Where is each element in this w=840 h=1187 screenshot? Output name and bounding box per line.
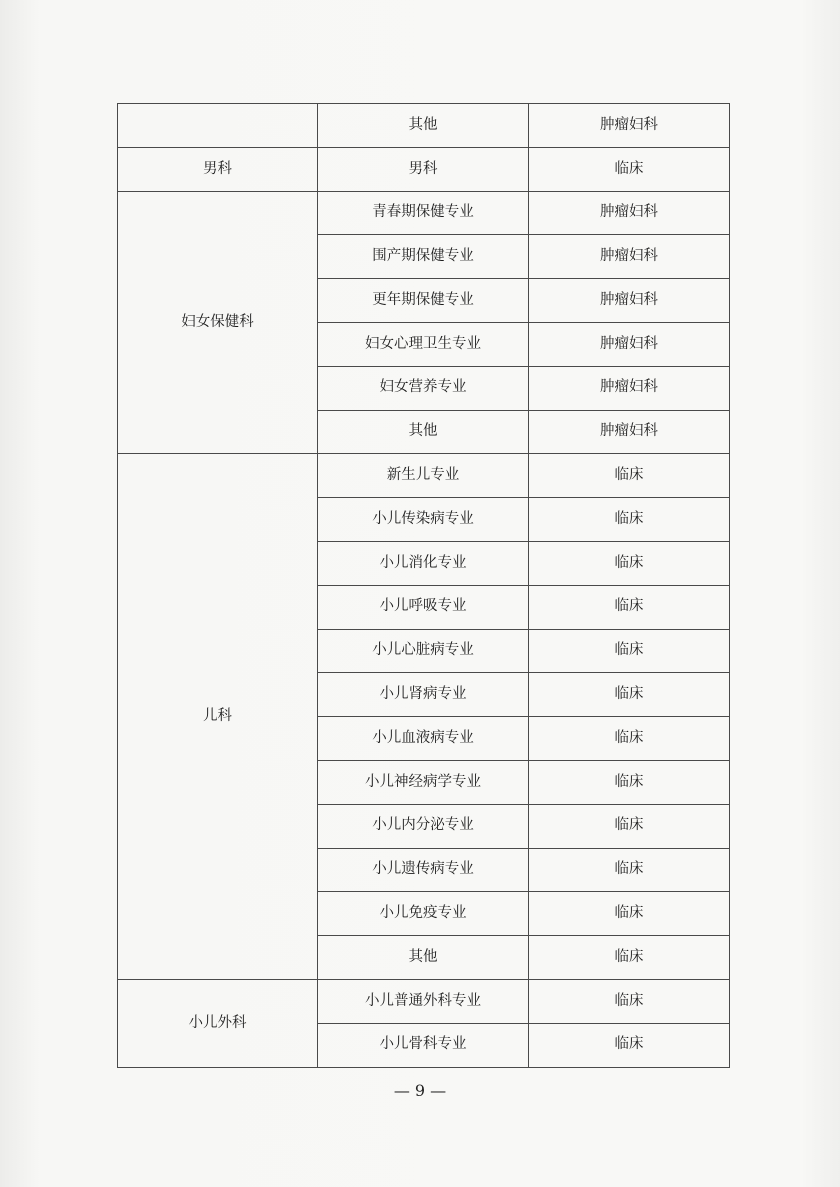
- specialty-cell: 小儿免疫专业: [318, 892, 529, 936]
- specialty-cell: 小儿肾病专业: [318, 673, 529, 717]
- table-row: [118, 104, 730, 148]
- specialty-cell: 小儿骨科专业: [318, 1023, 529, 1067]
- category-cell: 临床: [529, 498, 730, 542]
- specialty-cell: 小儿血液病专业: [318, 717, 529, 761]
- specialty-cell: 小儿神经病学专业: [318, 760, 529, 804]
- category-cell: 临床: [529, 147, 730, 191]
- specialty-cell: 围产期保健专业: [318, 235, 529, 279]
- department-cell: 男科: [118, 147, 318, 191]
- specialty-cell: 其他: [318, 410, 529, 454]
- category-cell: 临床: [529, 892, 730, 936]
- specialty-cell: 小儿呼吸专业: [318, 585, 529, 629]
- category-cell: 临床: [529, 541, 730, 585]
- specialty-cell: 青春期保健专业: [318, 191, 529, 235]
- table-row: [118, 979, 730, 1023]
- specialty-cell: 小儿普通外科专业: [318, 979, 529, 1023]
- specialty-table: [117, 103, 730, 1068]
- category-cell: 临床: [529, 629, 730, 673]
- specialty-cell: 其他: [318, 936, 529, 980]
- department-cell: 小儿外科: [118, 979, 318, 1067]
- specialty-cell: 妇女营养专业: [318, 366, 529, 410]
- category-cell: 临床: [529, 1023, 730, 1067]
- specialty-table-body: [118, 104, 730, 1068]
- category-cell: 肿瘤妇科: [529, 235, 730, 279]
- category-cell: 肿瘤妇科: [529, 322, 730, 366]
- category-cell: 临床: [529, 673, 730, 717]
- specialty-cell: 小儿心脏病专业: [318, 629, 529, 673]
- table-row: [118, 147, 730, 191]
- table-row: [118, 454, 730, 498]
- category-cell: 肿瘤妇科: [529, 104, 730, 148]
- category-cell: 临床: [529, 848, 730, 892]
- category-cell: 临床: [529, 936, 730, 980]
- category-cell: 临床: [529, 585, 730, 629]
- specialty-cell: 更年期保健专业: [318, 279, 529, 323]
- department-cell: 儿科: [118, 454, 318, 980]
- department-cell: [118, 104, 318, 148]
- specialty-cell: 其他: [318, 104, 529, 148]
- table-row: [118, 191, 730, 235]
- specialty-cell: 新生儿专业: [318, 454, 529, 498]
- specialty-cell: 妇女心理卫生专业: [318, 322, 529, 366]
- category-cell: 临床: [529, 979, 730, 1023]
- category-cell: 肿瘤妇科: [529, 410, 730, 454]
- page-number: — 9 —: [393, 1081, 447, 1100]
- specialty-cell: 小儿内分泌专业: [318, 804, 529, 848]
- department-cell: 妇女保健科: [118, 191, 318, 454]
- specialty-cell: 小儿传染病专业: [318, 498, 529, 542]
- category-cell: 肿瘤妇科: [529, 191, 730, 235]
- category-cell: 临床: [529, 804, 730, 848]
- category-cell: 肿瘤妇科: [529, 279, 730, 323]
- category-cell: 肿瘤妇科: [529, 366, 730, 410]
- category-cell: 临床: [529, 717, 730, 761]
- category-cell: 临床: [529, 454, 730, 498]
- specialty-cell: 小儿遗传病专业: [318, 848, 529, 892]
- specialty-cell: 男科: [318, 147, 529, 191]
- category-cell: 临床: [529, 760, 730, 804]
- specialty-cell: 小儿消化专业: [318, 541, 529, 585]
